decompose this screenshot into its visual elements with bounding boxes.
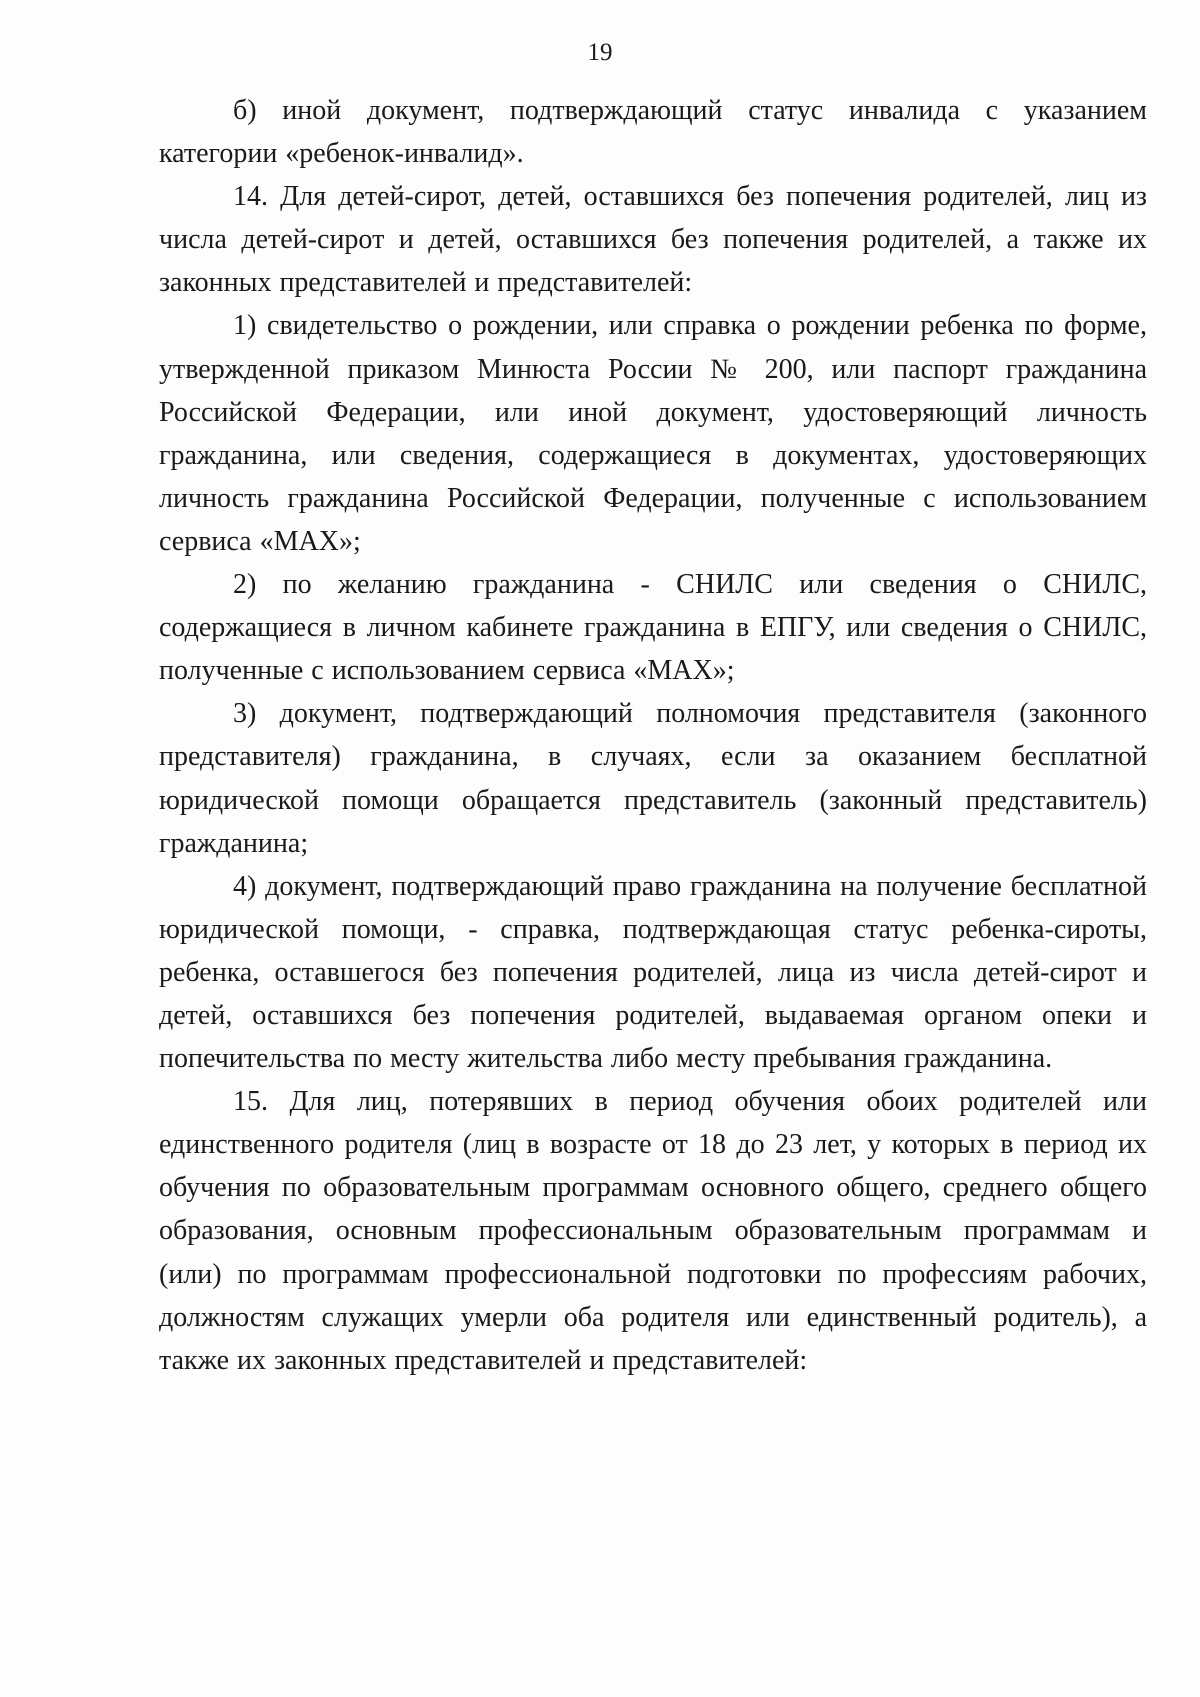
- paragraph-14-4: 4) документ, подтверждающий право гражданина на получение бесплатной юридической помощи, - справка, подтверждающая статус ребенка-сироты, ребенка, оставшегося без попечения родителей, лица из числа детей-сирот и детей, оставшихся без попечения родителей, выдаваемая органом опеки и попечительства по месту жительства либо месту пребывания гражданина.: [159, 870, 1147, 1075]
- paragraph-14: 14. Для детей-сирот, детей, оставшихся без попечения родителей, лиц из числа детей-сирот и детей, оставшихся без попечения родителей, а также их законных представителей и представителей:: [159, 181, 1147, 299]
- paragraph-15: 15. Для лиц, потерявших в период обучения обоих родителей или единственного родителя (лиц в возрасте от 18 до 23 лет, у которых в период их обучения по образовательным программам основного общего, среднего общего образования, основным профессиональным образовательным программам и (или) по программам профессиональной подготовки по профессиям рабочих, должностям служащих умерли оба родителя или единственный родитель), а также их законных представителей и представителей:: [159, 1086, 1147, 1376]
- document-body: [159, 89, 1147, 1382]
- paragraph-14-2: 2) по желанию гражданина - СНИЛС или сведения о СНИЛС, содержащиеся в личном кабинете гражданина в ЕПГУ, или сведения о СНИЛС, полученные с использованием сервиса «МАХ»;: [159, 569, 1147, 687]
- paragraph-14-1: 1) свидетельство о рождении, или справка о рождении ребенка по форме, утвержденной приказом Минюста России № 200, или паспорт гражданина Российской Федерации, или иной документ, удостоверяющий личность гражданина, или сведения, содержащиеся в документах, удостоверяющих личность гражданина Российской Федерации, полученные с использованием сервиса «МАХ»;: [159, 310, 1147, 557]
- page-number: 19: [587, 39, 613, 66]
- paragraph-6b: б) иной документ, подтверждающий статус инвалида с указанием категории «ребенок-инвалид».: [159, 95, 1147, 170]
- paragraph-14-3: 3) документ, подтверждающий полномочия представителя (законного представителя) гражданина, в случаях, если за оказанием бесплатной юридической помощи обращается представитель (законный представитель) гражданина;: [159, 698, 1147, 859]
